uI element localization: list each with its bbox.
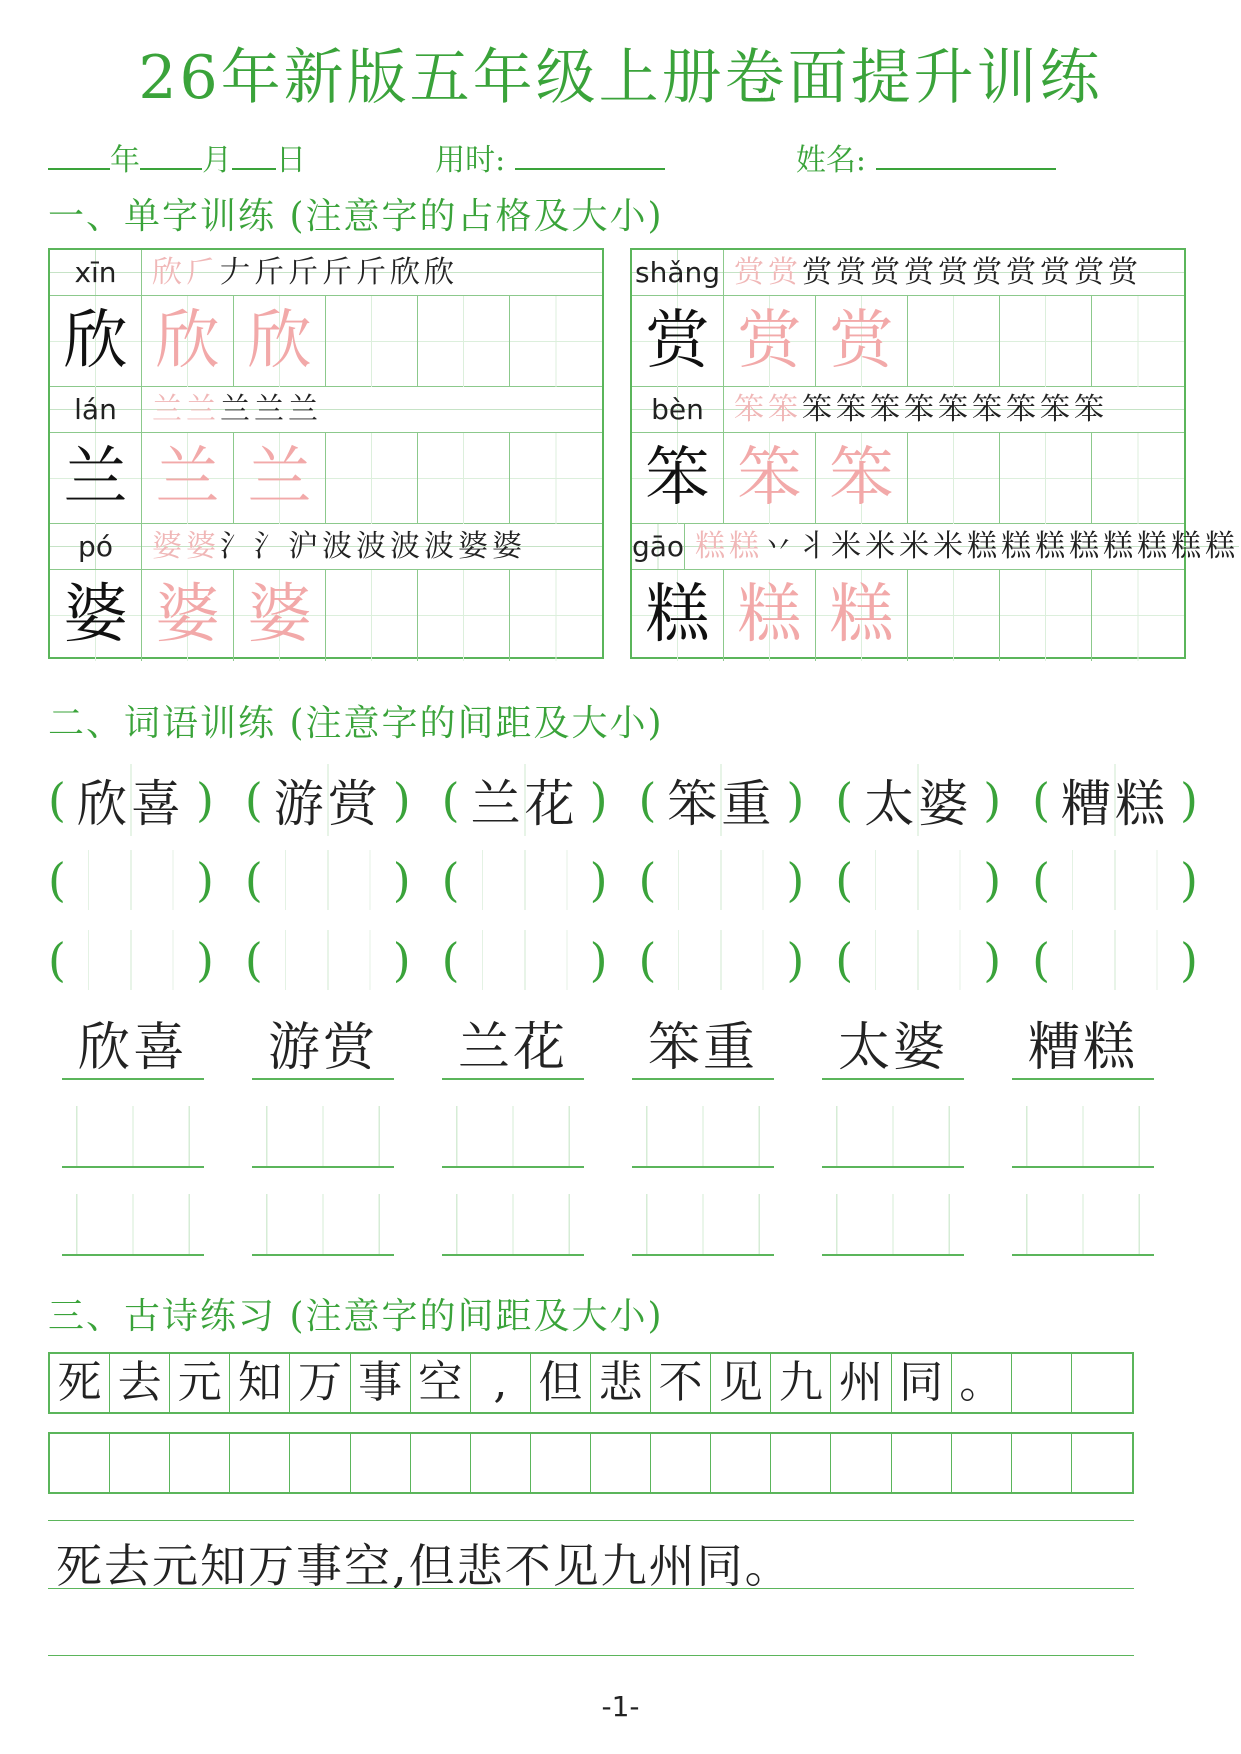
stroke-step: 婆 [458, 529, 492, 564]
day-label: 日 [276, 143, 306, 178]
open-paren: ( [1032, 773, 1051, 827]
close-paren: ) [589, 773, 608, 827]
poem-practice-cell[interactable] [952, 1434, 1012, 1492]
word-text: 糟糕 [1050, 764, 1180, 836]
stroke-step: 糕 [729, 529, 764, 564]
stroke-step: 米 [933, 529, 968, 564]
word-blank[interactable] [1050, 850, 1180, 910]
word-text: 兰花 [460, 764, 590, 836]
model-char: 欣 [50, 296, 142, 387]
stroke-step: 波 [424, 529, 458, 564]
stroke-step: 糕 [1103, 529, 1138, 564]
stroke-step: 笨 [870, 392, 904, 427]
poem-practice-cell[interactable] [351, 1434, 411, 1492]
stroke-step: 糕 [1069, 529, 1104, 564]
stroke-step: 斤 [288, 255, 322, 290]
practice-cell[interactable] [326, 570, 418, 661]
trace-char: 笨 [724, 433, 816, 524]
year-label: 年 [110, 143, 140, 178]
word-paren[interactable] [1032, 845, 1198, 915]
word-paren [48, 765, 214, 835]
poem-practice-cell[interactable] [892, 1434, 952, 1492]
open-paren: ( [835, 773, 854, 827]
poem-practice-cell[interactable] [230, 1434, 290, 1492]
poem-char-cell: 死 [50, 1354, 110, 1412]
stroke-step: 氵 [220, 529, 254, 564]
open-paren: ( [441, 933, 460, 987]
stroke-step: 兰 [254, 392, 288, 427]
model-char: 兰 [50, 433, 142, 524]
word-practice-column [252, 1018, 394, 1256]
stroke-step: 米 [865, 529, 900, 564]
ruled-line [48, 1520, 1134, 1521]
word-text: 欣喜 [66, 764, 196, 836]
time-blank[interactable] [515, 140, 665, 170]
stroke-step: 波 [322, 529, 356, 564]
stroke-step: 斤 [254, 255, 288, 290]
word-practice-line[interactable] [632, 1106, 774, 1168]
open-paren: ( [441, 853, 460, 907]
word-text: 太婆 [853, 764, 983, 836]
stroke-step: 笨 [734, 392, 768, 427]
open-paren: ( [441, 773, 460, 827]
word-practice-line[interactable] [1012, 1194, 1154, 1256]
poem-practice-cell[interactable] [471, 1434, 531, 1492]
stroke-step: 兰 [152, 392, 186, 427]
poem-char-cell: 元 [170, 1354, 230, 1412]
model-char: 婆 [50, 570, 142, 661]
trace-char: 婆 [234, 570, 326, 661]
close-paren: ) [195, 853, 214, 907]
section-3-heading: 三、古诗练习 (注意字的间距及大小) [48, 1296, 664, 1337]
word-practice-column [1012, 1018, 1154, 1256]
open-paren: ( [638, 773, 657, 827]
word-blank[interactable] [66, 930, 196, 990]
stroke-step: 糕 [1001, 529, 1036, 564]
close-paren: ) [983, 773, 1002, 827]
word-blank[interactable] [1050, 930, 1180, 990]
pinyin-label: gāo [632, 524, 685, 569]
stroke-step: 笨 [938, 392, 972, 427]
stroke-step: 斤 [322, 255, 356, 290]
stroke-step: 笨 [836, 392, 870, 427]
page-number: -1- [601, 1690, 640, 1723]
open-paren: ( [244, 933, 263, 987]
model-char: 赏 [632, 296, 724, 387]
trace-char: 笨 [816, 433, 908, 524]
trace-char: 欣 [142, 296, 234, 387]
open-paren: ( [638, 853, 657, 907]
word-text: 游赏 [263, 764, 393, 836]
stroke-step: 糕 [1205, 529, 1240, 564]
close-paren: ) [983, 933, 1002, 987]
poem-practice-cell[interactable] [771, 1434, 831, 1492]
open-paren: ( [835, 853, 854, 907]
stroke-step: 笨 [802, 392, 836, 427]
poem-practice-cell[interactable] [711, 1434, 771, 1492]
stroke-step: 婆 [152, 529, 186, 564]
open-paren: ( [1032, 853, 1051, 907]
ruled-line [48, 1655, 1134, 1656]
close-paren: ) [392, 853, 411, 907]
stroke-step: 𠂆 [186, 255, 220, 290]
poem-practice-cell[interactable] [50, 1434, 110, 1492]
close-paren: ) [195, 933, 214, 987]
time-label: 用时: [435, 143, 506, 178]
pinyin-label: pó [50, 524, 142, 569]
month-blank[interactable] [140, 140, 202, 170]
word-blank[interactable] [460, 850, 590, 910]
day-blank[interactable] [232, 140, 276, 170]
stroke-step: 兰 [288, 392, 322, 427]
char-grid-right [630, 248, 1240, 659]
close-paren: ) [983, 853, 1002, 907]
trace-char: 糕 [816, 570, 908, 661]
stroke-step: 笨 [1040, 392, 1074, 427]
poem-grid-model [48, 1352, 1134, 1414]
poem-practice-cell[interactable] [591, 1434, 651, 1492]
poem-char-cell: 同 [892, 1354, 952, 1412]
month-label: 月 [202, 143, 232, 178]
word-blank[interactable] [460, 930, 590, 990]
word-blank[interactable] [263, 850, 393, 910]
practice-cell[interactable] [1000, 296, 1092, 387]
stroke-step: 笨 [768, 392, 802, 427]
stroke-step: 欣 [390, 255, 424, 290]
pinyin-label: xīn [50, 250, 142, 295]
stroke-step: 赏 [1040, 255, 1074, 290]
open-paren: ( [835, 933, 854, 987]
open-paren: ( [244, 773, 263, 827]
poem-practice-cell[interactable] [290, 1434, 350, 1492]
word-paren[interactable] [245, 845, 411, 915]
stroke-step: 丷 [763, 529, 798, 564]
practice-cell[interactable] [418, 433, 510, 524]
stroke-step: 斤 [356, 255, 390, 290]
poem-char-cell: 州 [831, 1354, 891, 1412]
section-2-heading: 二、词语训练 (注意字的间距及大小) [48, 703, 664, 744]
close-paren: ) [786, 773, 805, 827]
open-paren: ( [638, 933, 657, 987]
name-blank[interactable] [876, 140, 1056, 170]
stroke-step: 𠂇 [220, 255, 254, 290]
open-paren: ( [244, 853, 263, 907]
practice-cell[interactable] [908, 570, 1000, 661]
practice-cell[interactable] [1092, 433, 1184, 524]
trace-char: 欣 [234, 296, 326, 387]
word-paren[interactable] [638, 845, 804, 915]
poem-practice-cell[interactable] [1012, 1434, 1072, 1492]
word-practice-line[interactable] [1012, 1106, 1154, 1168]
stroke-step: 赏 [1074, 255, 1108, 290]
stroke-step: 婆 [186, 529, 220, 564]
stroke-order [724, 387, 1184, 432]
stroke-step: 米 [899, 529, 934, 564]
stroke-step: 赏 [734, 255, 768, 290]
stroke-step: 赏 [1108, 255, 1142, 290]
close-paren: ) [786, 933, 805, 987]
stroke-order [142, 250, 602, 295]
word-paren [835, 765, 1001, 835]
name-label: 姓名: [795, 143, 866, 178]
word-paren[interactable] [835, 845, 1001, 915]
poem-practice-cell[interactable] [411, 1434, 471, 1492]
trace-char: 兰 [234, 433, 326, 524]
poem-practice-cell[interactable] [531, 1434, 591, 1492]
practice-cell[interactable] [1000, 433, 1092, 524]
poem-char-cell: 九 [771, 1354, 831, 1412]
word-blank[interactable] [853, 850, 983, 910]
close-paren: ) [392, 933, 411, 987]
word-model: 欣喜 [62, 1018, 204, 1080]
word-paren[interactable] [442, 845, 608, 915]
poem-char-cell [1012, 1354, 1072, 1412]
stroke-step: 赏 [1006, 255, 1040, 290]
practice-cell[interactable] [1000, 570, 1092, 661]
word-paren-row-blank [48, 845, 1198, 915]
page-title: 26年新版五年级上册卷面提升训练 [138, 43, 1103, 113]
word-paren[interactable] [48, 925, 214, 995]
stroke-step: 兰 [186, 392, 220, 427]
word-paren [1032, 765, 1198, 835]
stroke-step: 波 [390, 529, 424, 564]
poem-practice-cell[interactable] [831, 1434, 891, 1492]
stroke-order [142, 387, 602, 432]
poem-char-cell: 。 [952, 1354, 1012, 1412]
word-practice-line[interactable] [62, 1106, 204, 1168]
stroke-step: 笨 [972, 392, 1006, 427]
close-paren: ) [195, 773, 214, 827]
stroke-step: 糕 [1171, 529, 1206, 564]
practice-cell[interactable] [1092, 296, 1184, 387]
word-paren[interactable] [442, 925, 608, 995]
practice-cell[interactable] [510, 433, 602, 524]
poem-char-cell: 去 [110, 1354, 170, 1412]
open-paren: ( [48, 773, 66, 827]
stroke-step: 糕 [1035, 529, 1070, 564]
word-practice-line[interactable] [822, 1194, 964, 1256]
pinyin-label: shǎng [632, 250, 724, 295]
word-model: 糟糕 [1012, 1018, 1154, 1080]
stroke-step: 波 [356, 529, 390, 564]
practice-cell[interactable] [510, 570, 602, 661]
word-model: 游赏 [252, 1018, 394, 1080]
poem-char-cell: 空 [411, 1354, 471, 1412]
model-char: 糕 [632, 570, 724, 661]
poem-char-cell: 但 [531, 1354, 591, 1412]
model-char: 笨 [632, 433, 724, 524]
word-paren[interactable] [638, 925, 804, 995]
stroke-order [685, 524, 1239, 569]
trace-char: 糕 [724, 570, 816, 661]
word-practice-line[interactable] [442, 1194, 584, 1256]
word-blank[interactable] [853, 930, 983, 990]
poem-char-cell: 不 [651, 1354, 711, 1412]
stroke-order [724, 250, 1184, 295]
trace-char: 赏 [816, 296, 908, 387]
poem-char-cell: 知 [230, 1354, 290, 1412]
poem-char-cell: 事 [351, 1354, 411, 1412]
stroke-step: 糕 [967, 529, 1002, 564]
header-info [48, 135, 1198, 185]
pinyin-label: lán [50, 387, 142, 432]
word-practice-line[interactable] [822, 1106, 964, 1168]
word-paren [442, 765, 608, 835]
close-paren: ) [1180, 933, 1198, 987]
word-model: 兰花 [442, 1018, 584, 1080]
stroke-step: 沪 [288, 529, 322, 564]
word-paren-row [48, 765, 1198, 835]
practice-cell[interactable] [418, 570, 510, 661]
open-paren: ( [1032, 933, 1051, 987]
char-grid-left [48, 248, 604, 659]
year-blank[interactable] [48, 140, 110, 170]
practice-cell[interactable] [326, 296, 418, 387]
word-blank[interactable] [66, 850, 196, 910]
word-paren[interactable] [245, 925, 411, 995]
poem-char-cell: 见 [711, 1354, 771, 1412]
stroke-step: 丬 [797, 529, 832, 564]
stroke-step: 婆 [492, 529, 526, 564]
close-paren: ) [1180, 853, 1198, 907]
practice-cell[interactable] [1092, 570, 1184, 661]
poem-grid-practice [48, 1432, 1134, 1494]
section-1-heading: 一、单字训练 (注意字的占格及大小) [48, 196, 664, 237]
trace-char: 兰 [142, 433, 234, 524]
stroke-step: 赏 [768, 255, 802, 290]
word-practice-line[interactable] [62, 1194, 204, 1256]
stroke-step: 氵 [254, 529, 288, 564]
word-paren [245, 765, 411, 835]
poem-char-cell: , [471, 1354, 531, 1412]
poem-practice-cell[interactable] [170, 1434, 230, 1492]
close-paren: ) [1180, 773, 1198, 827]
trace-char: 赏 [724, 296, 816, 387]
word-practice-column [62, 1018, 204, 1256]
stroke-step: 赏 [836, 255, 870, 290]
word-paren[interactable] [1032, 925, 1198, 995]
stroke-step: 赏 [802, 255, 836, 290]
stroke-step: 赏 [972, 255, 1006, 290]
pinyin-label: bèn [632, 387, 724, 432]
stroke-step: 米 [831, 529, 866, 564]
poem-char-cell: 万 [290, 1354, 350, 1412]
practice-cell[interactable] [326, 433, 418, 524]
practice-cell[interactable] [908, 296, 1000, 387]
word-practice-column [822, 1018, 964, 1256]
word-practice-line[interactable] [252, 1194, 394, 1256]
stroke-step: 欣 [424, 255, 458, 290]
stroke-step: 欣 [152, 255, 186, 290]
word-practice-column [442, 1018, 584, 1256]
stroke-step: 赏 [938, 255, 972, 290]
word-paren[interactable] [835, 925, 1001, 995]
poem-line: 死去元知万事空,但悲不见九州同。 [56, 1539, 793, 1593]
practice-cell[interactable] [908, 433, 1000, 524]
close-paren: ) [589, 853, 608, 907]
open-paren: ( [48, 853, 66, 907]
close-paren: ) [786, 853, 805, 907]
poem-practice-cell[interactable] [110, 1434, 170, 1492]
word-blank[interactable] [656, 930, 786, 990]
practice-cell[interactable] [418, 296, 510, 387]
stroke-step: 笨 [1074, 392, 1108, 427]
stroke-step: 笨 [904, 392, 938, 427]
stroke-step: 赏 [904, 255, 938, 290]
word-blank[interactable] [656, 850, 786, 910]
stroke-order [142, 524, 602, 569]
word-text: 笨重 [656, 764, 786, 836]
stroke-step: 赏 [870, 255, 904, 290]
open-paren: ( [48, 933, 66, 987]
poem-char-cell [1072, 1354, 1132, 1412]
practice-cell[interactable] [510, 296, 602, 387]
stroke-step: 笨 [1006, 392, 1040, 427]
trace-char: 婆 [142, 570, 234, 661]
close-paren: ) [589, 933, 608, 987]
word-paren [638, 765, 804, 835]
word-practice-line[interactable] [252, 1106, 394, 1168]
word-practice-line[interactable] [632, 1194, 774, 1256]
word-blank[interactable] [263, 930, 393, 990]
poem-practice-cell[interactable] [1072, 1434, 1132, 1492]
word-model: 笨重 [632, 1018, 774, 1080]
word-model: 太婆 [822, 1018, 964, 1080]
poem-char-cell: 悲 [591, 1354, 651, 1412]
poem-practice-cell[interactable] [651, 1434, 711, 1492]
close-paren: ) [392, 773, 411, 827]
word-paren[interactable] [48, 845, 214, 915]
ruled-line [48, 1588, 1134, 1589]
stroke-step: 兰 [220, 392, 254, 427]
word-practice-column [632, 1018, 774, 1256]
word-practice-line[interactable] [442, 1106, 584, 1168]
stroke-step: 糕 [1137, 529, 1172, 564]
word-paren-row-blank [48, 925, 1198, 995]
stroke-step: 糕 [695, 529, 730, 564]
